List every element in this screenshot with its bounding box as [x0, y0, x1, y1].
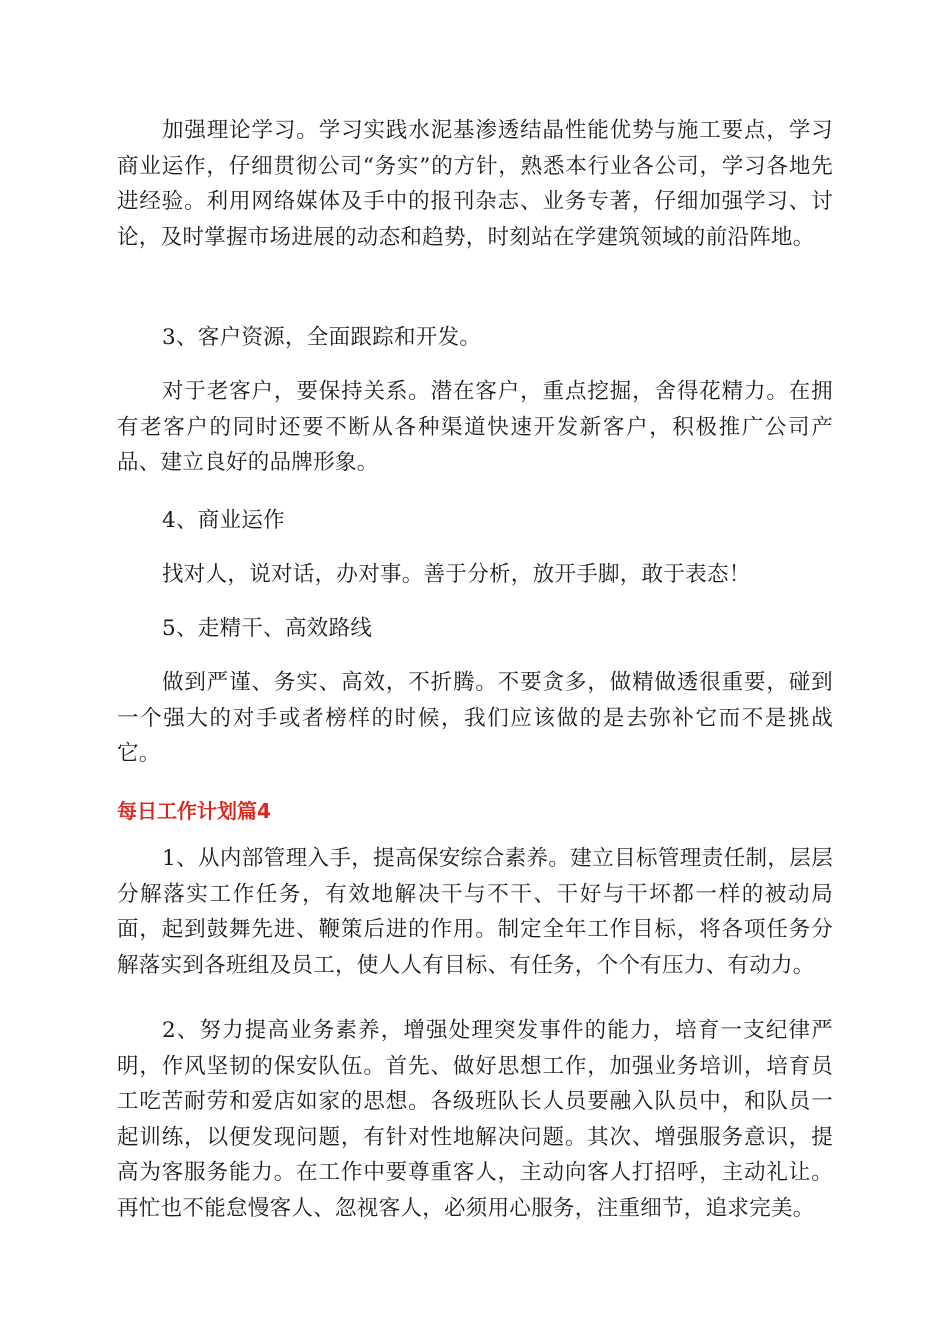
paragraph-item-4-title: 4、商业运作	[162, 508, 285, 533]
paragraph-item-5-title: 5、走精干、高效路线	[162, 616, 373, 641]
paragraph-theory-study: 加强理论学习。学习实践水泥基渗透结晶性能优势与施工要点，学习商业运作，仔细贯彻公司“务实”的方针，熟悉本行业各公司，学习各地先进经验。利用网络媒体及手中的报刊杂志、业务专著，仔细加强学习、讨论，及时掌握市场进展的动态和趋势，时刻站在学建筑领域的前沿阵地。	[117, 118, 833, 250]
section-heading: 每日工作计划篇4	[117, 799, 271, 823]
paragraph-internal-management: 1、从内部管理入手，提高保安综合素养。建立目标管理责任制，层层分解落实工作任务，有效地解决干与不干、干好与干坏都一样的被动局面，起到鼓舞先进、鞭策后进的作用。制定全年工作目标，将各项任务分解落实到各班组及员工，使人人有目标、有任务，个个有压力、有动力。	[117, 846, 833, 978]
paragraph-find-right-people: 找对人，说对话，办对事。善于分析，放开手脚，敢于表态！	[162, 562, 751, 587]
paragraph-item-3-title: 3、客户资源，全面跟踪和开发。	[162, 325, 482, 350]
paragraph-business-quality: 2、努力提高业务素养，增强处理突发事件的能力，培育一支纪律严明，作风坚韧的保安队伍。首先、做好思想工作，加强业务培训，培育员工吃苦耐劳和爱店如家的思想。各级班队长人员要融入队员中，和队员一起训练，以便发现问题，有针对性地解决问题。其次、增强服务意识，提高为客服务能力。在工作中要尊重客人，主动向客人打招呼，主动礼让。再忙也不能怠慢客人、忽视客人，必须用心服务，注重细节，追求完美。	[117, 1018, 833, 1221]
paragraph-be-rigorous: 做到严谨、务实、高效，不折腾。不要贪多，做精做透很重要，碰到一个强大的对手或者榜样的时候，我们应该做的是去弥补它而不是挑战它。	[117, 670, 833, 766]
paragraph-old-customers: 对于老客户，要保持关系。潜在客户，重点挖掘，舍得花精力。在拥有老客户的同时还要不断从各种渠道快速开发新客户，积极推广公司产品、建立良好的品牌形象。	[117, 379, 833, 475]
